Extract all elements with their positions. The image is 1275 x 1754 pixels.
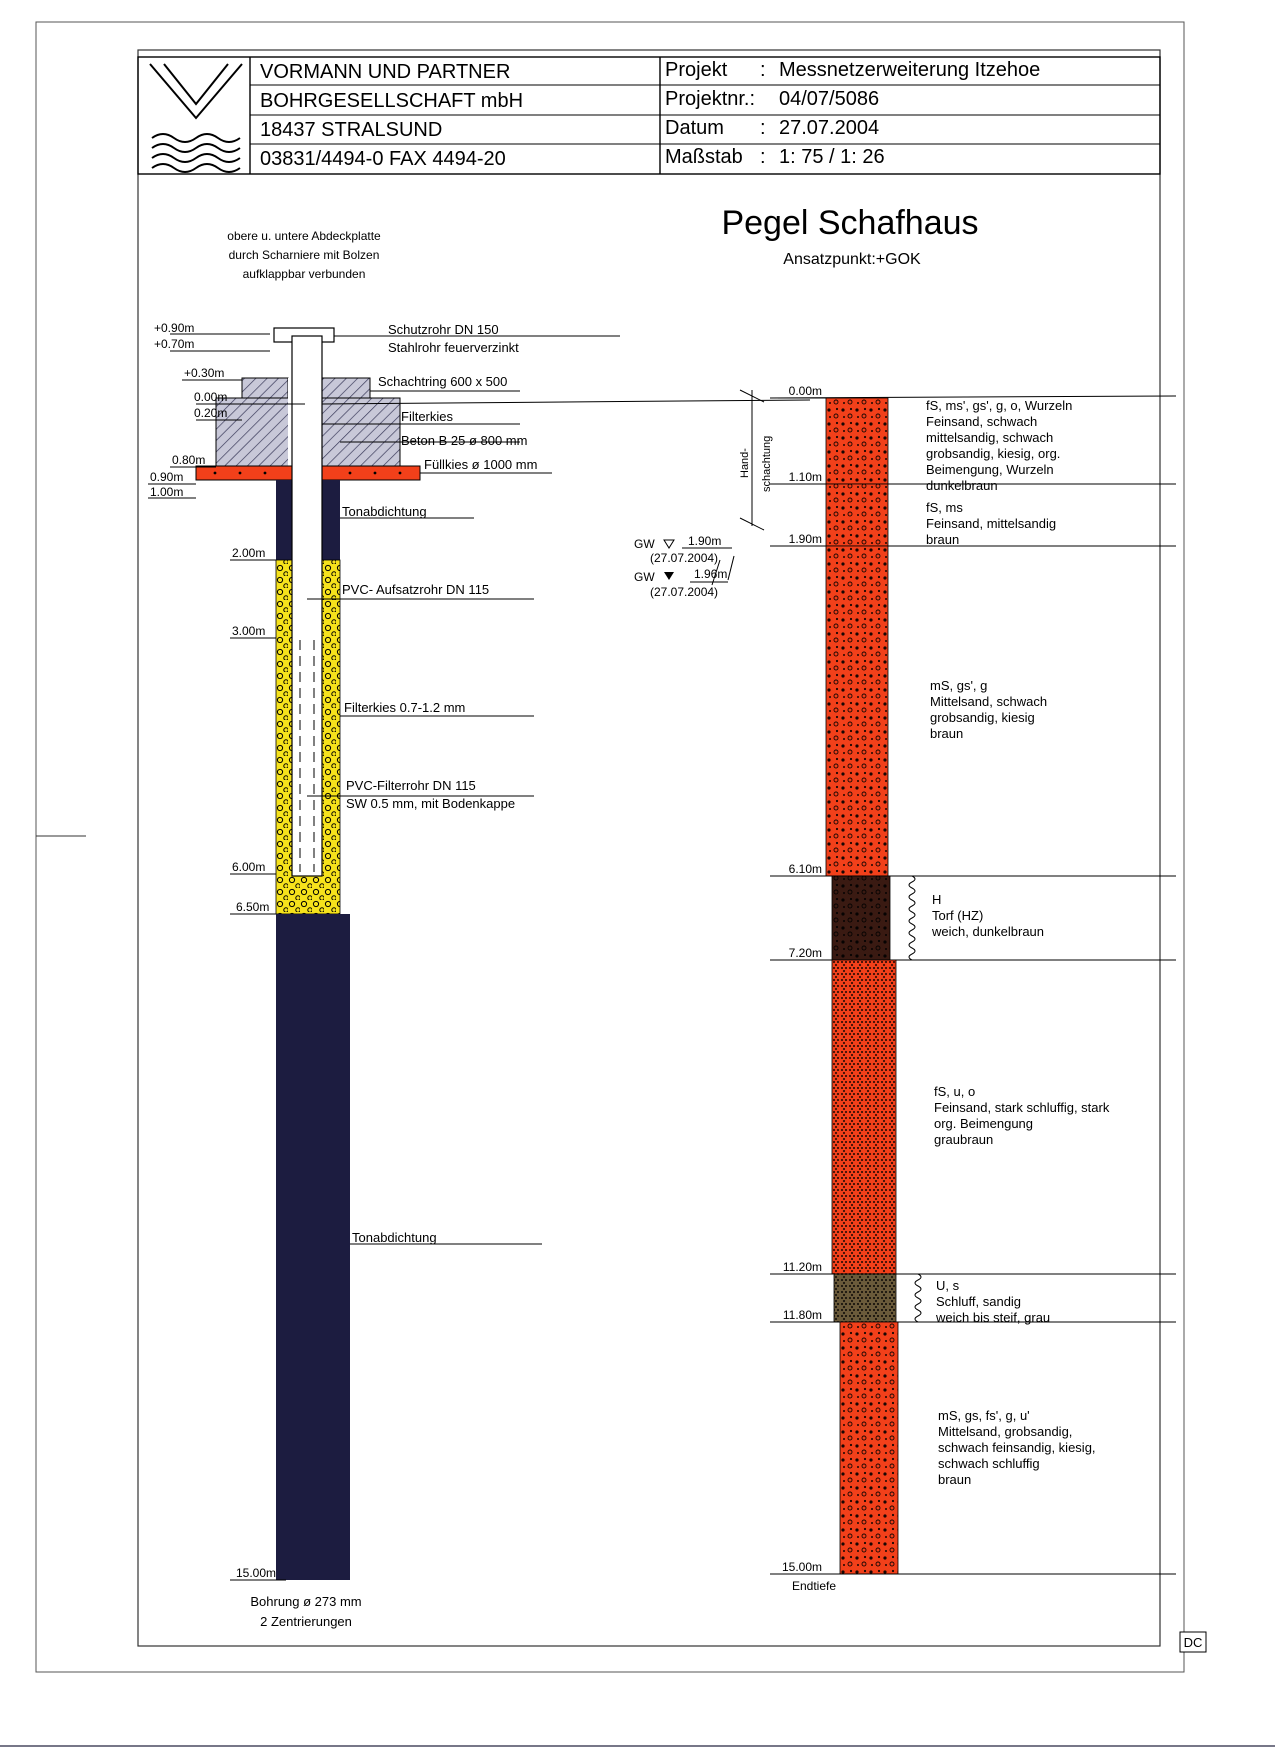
header-field-label: Projektnr.: — [665, 88, 756, 110]
well-label-beton: Beton B 25 ø 800 mm — [401, 433, 528, 448]
header-field-value: 04/07/5086 — [779, 88, 880, 110]
page-subtitle: Ansatzpunkt:+GOK — [783, 251, 921, 268]
soil-layer-pattern — [834, 1274, 896, 1322]
note-line: aufklappbar verbunden — [242, 267, 366, 281]
title-block — [138, 57, 1160, 174]
soil-layer-pattern — [826, 398, 888, 484]
gw-text: GW — [634, 570, 655, 584]
groundwater-marker — [634, 534, 734, 599]
well-construction-diagram — [148, 321, 810, 1629]
company-line: VORMANN UND PARTNER — [260, 61, 511, 83]
well-depth-label: 6.00m — [232, 860, 266, 874]
well-depth-label: +0.90m — [154, 321, 195, 335]
layer-description: mittelsandig, schwach — [926, 430, 1054, 445]
well-depth-label: 2.00m — [232, 546, 266, 560]
well-depth-label: 0.80m — [172, 453, 206, 467]
well-depth-label: +0.70m — [154, 337, 195, 351]
layer-description: mS, gs', g — [930, 678, 988, 693]
layer-description: fS, u, o — [934, 1084, 976, 1099]
layer-description: grobsandig, kiesig, org. — [926, 446, 1061, 461]
well-label-tonabdichtung-top: Tonabdichtung — [342, 504, 427, 519]
well-label-schachtring: Schachtring 600 x 500 — [378, 374, 508, 389]
profile-depth-label: 1.10m — [788, 470, 822, 484]
well-label-filterkies: Filterkies 0.7-1.2 mm — [344, 700, 466, 715]
gw-text: GW — [634, 537, 655, 551]
layer-description: Mittelsand, grobsandig, — [938, 1424, 1073, 1439]
well-bottom-line: 2 Zentrierungen — [260, 1614, 352, 1629]
note-line: obere u. untere Abdeckplatte — [227, 229, 381, 243]
hand-excavation-label-1: Hand- — [739, 448, 751, 478]
soil-layer-pattern — [826, 546, 888, 876]
well-label-filterkies-top: Filterkies — [401, 409, 454, 424]
profile-depth-label: 6.10m — [788, 862, 822, 876]
well-pipe — [292, 336, 322, 876]
layer-description: braun — [938, 1472, 972, 1487]
profile-depth-label: 11.20m — [782, 1260, 822, 1274]
soft-layer-wave — [909, 876, 915, 960]
soil-layer-pattern — [832, 960, 896, 1274]
soft-layer-wave — [915, 1274, 921, 1322]
gw-triangle-filled — [664, 572, 674, 580]
well-label-schutzrohr-2: Stahlrohr feuerverzinkt — [388, 340, 519, 355]
well-label-fuellkies: Füllkies ø 1000 mm — [424, 457, 538, 472]
header-field-label: Maßstab — [665, 146, 743, 168]
header-field-value: 1: 75 / 1: 26 — [779, 146, 885, 168]
layer-description: fS, ms — [926, 500, 963, 515]
gw-triangle-open — [664, 540, 674, 548]
soil-layer-pattern — [840, 1322, 898, 1574]
company-line: BOHRGESELLSCHAFT mbH — [260, 90, 524, 112]
layer-description: Feinsand, stark schluffig, stark — [934, 1100, 1110, 1115]
well-depth-label: 3.00m — [232, 624, 266, 638]
layer-description: fS, ms', gs', g, o, Wurzeln — [926, 398, 1073, 413]
gw-text: 1.96m — [694, 567, 728, 581]
profile-depth-label: 0.00m — [788, 384, 822, 398]
header-field-sep: : — [760, 59, 766, 81]
end-depth-label: Endtiefe — [792, 1579, 837, 1593]
profile-depth-label: 7.20m — [788, 946, 822, 960]
clay-seal-lower-edge — [276, 914, 286, 1580]
layer-description: H — [932, 892, 942, 907]
clay-seal-lower — [286, 914, 350, 1580]
gw-text: (27.07.2004) — [650, 585, 719, 599]
layer-description: org. Beimengung — [934, 1116, 1034, 1131]
well-depth-label: +0.30m — [184, 366, 225, 380]
well-label-aufsatzrohr: PVC- Aufsatzrohr DN 115 — [342, 582, 490, 597]
well-bottom-line: Bohrung ø 273 mm — [250, 1594, 362, 1609]
well-label-filterrohr-2: SW 0.5 mm, mit Bodenkappe — [346, 796, 516, 811]
well-label-schutzrohr-1: Schutzrohr DN 150 — [388, 322, 499, 337]
layer-description: schwach schluffig — [938, 1456, 1040, 1471]
header-field-label: Projekt — [665, 59, 728, 81]
layer-description: mS, gs, fs', g, u' — [938, 1408, 1030, 1423]
header-field-value: Messnetzerweiterung Itzehoe — [779, 59, 1041, 81]
layer-description: Beimengung, Wurzeln — [926, 462, 1054, 477]
header-field-sep: : — [760, 146, 766, 168]
layer-description: U, s — [936, 1278, 960, 1293]
layer-description: Torf (HZ) — [932, 908, 984, 923]
company-logo — [150, 64, 242, 172]
company-line: 18437 STRALSUND — [260, 119, 443, 141]
layer-description: Feinsand, schwach — [926, 414, 1038, 429]
layer-description: braun — [930, 726, 964, 741]
profile-depth-label: 15.00m — [781, 1560, 822, 1574]
well-label-tonabdichtung-bottom: Tonabdichtung — [352, 1230, 437, 1245]
header-field-value: 27.07.2004 — [779, 117, 880, 139]
well-depth-label: 0.00m — [194, 390, 228, 404]
well-label-filterrohr-1: PVC-Filterrohr DN 115 — [346, 778, 476, 793]
well-depth-label: 0.90m — [150, 470, 184, 484]
company-line: 03831/4494-0 FAX 4494-20 — [260, 148, 506, 170]
hinge-note — [227, 229, 381, 281]
header-field-label: Datum — [665, 117, 724, 139]
layer-description: weich, dunkelbraun — [932, 924, 1045, 939]
note-line: durch Scharniere mit Bolzen — [228, 248, 380, 262]
layer-description: grobsandig, kiesig — [930, 710, 1035, 725]
well-depth-label: 1.00m — [150, 485, 184, 499]
well-depth-label: 0.20m — [194, 406, 228, 420]
gw-text: 1.90m — [688, 534, 722, 548]
profile-depth-label: 11.80m — [782, 1308, 822, 1322]
layer-description: braun — [926, 532, 960, 547]
layer-description: weich bis steif, grau — [936, 1310, 1051, 1325]
layer-description: graubraun — [934, 1132, 994, 1147]
layer-description: dunkelbraun — [926, 478, 998, 493]
soil-layer-pattern — [832, 876, 890, 960]
hand-excavation-label-2: schachtung — [761, 435, 773, 492]
layer-description: Feinsand, mittelsandig — [926, 516, 1057, 531]
profile-depth-label: 1.90m — [788, 532, 822, 546]
soil-profile-column — [739, 384, 1176, 1593]
layer-description: Mittelsand, schwach — [930, 694, 1048, 709]
soil-layer-pattern — [826, 484, 888, 546]
well-depth-label: 6.50m — [236, 900, 270, 914]
layer-description: schwach feinsandig, kiesig, — [938, 1440, 1096, 1455]
layer-description: Schluff, sandig — [936, 1294, 1022, 1309]
gw-text: (27.07.2004) — [650, 551, 719, 565]
header-field-sep: : — [760, 117, 766, 139]
page-title: Pegel Schafhaus — [721, 204, 979, 242]
corner-code: DC — [1183, 1635, 1203, 1650]
well-depth-label: 15.00m — [236, 1566, 277, 1580]
